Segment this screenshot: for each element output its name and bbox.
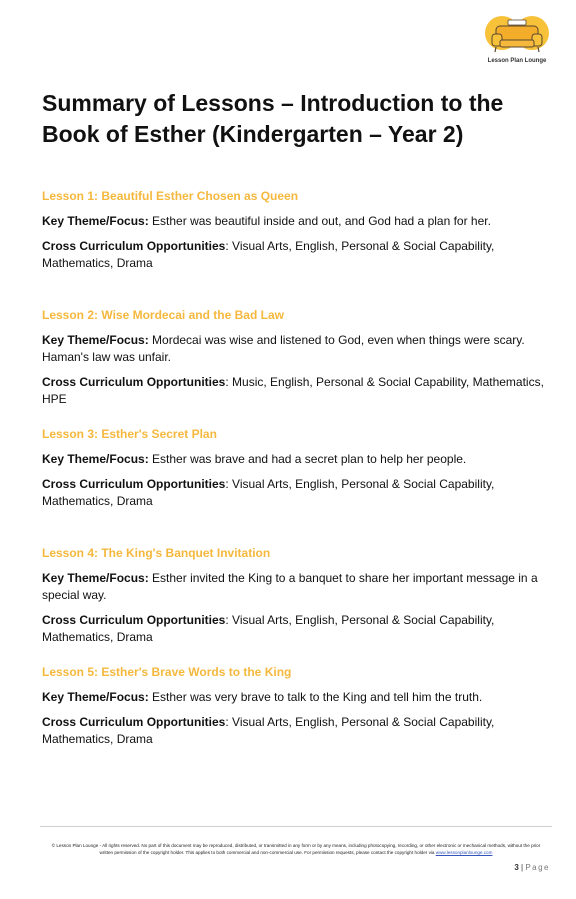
cross-curriculum-label: Cross Curriculum Opportunities [42, 715, 226, 729]
key-theme-label: Key Theme/Focus: [42, 452, 149, 466]
lesson-item [42, 188, 552, 307]
cross-curriculum-text: : Visual Arts, English, Personal & Social Capability, Mathematics, Drama [42, 613, 495, 644]
cross-curriculum-label: Cross Curriculum Opportunities [42, 477, 226, 491]
lesson-item [42, 307, 552, 426]
cross-curriculum [42, 238, 552, 272]
cross-curriculum-text: : Visual Arts, English, Personal & Social Capability, Mathematics, Drama [42, 477, 495, 508]
page-number [490, 863, 550, 872]
lesson-heading: Lesson 1: Beautiful Esther Chosen as Queen [42, 189, 299, 203]
lesson-item [42, 426, 552, 545]
logo-label: Lesson Plan Lounge [487, 58, 547, 64]
lesson-heading: Lesson 3: Esther's Secret Plan [42, 427, 217, 441]
cross-curriculum-text: : Visual Arts, English, Personal & Social Capability, Mathematics, Drama [42, 239, 495, 270]
key-theme [42, 451, 552, 468]
key-theme [42, 213, 552, 230]
cross-curriculum [42, 374, 552, 408]
key-theme-text: Esther was very brave to talk to the King and tell him the truth. [152, 690, 483, 704]
page-word: Page [525, 863, 550, 872]
cross-curriculum [42, 476, 552, 510]
lesson-item [42, 664, 552, 783]
page-number-value: 3 [514, 863, 519, 872]
cross-curriculum-label: Cross Curriculum Opportunities [42, 375, 226, 389]
cross-curriculum-label: Cross Curriculum Opportunities [42, 239, 226, 253]
website-link[interactable]: www.lessonplanlounge.com [435, 850, 493, 855]
lesson-list [42, 188, 552, 783]
key-theme-text: Esther invited the King to a banquet to share her important message in a special way. [42, 571, 538, 602]
lesson-heading: Lesson 4: The King's Banquet Invitation [42, 546, 271, 560]
cross-curriculum [42, 714, 552, 748]
footer-divider [40, 826, 552, 827]
cross-curriculum-label: Cross Curriculum Opportunities [42, 613, 226, 627]
lesson-plan-lounge-logo [482, 14, 552, 72]
sofa-logo-icon [484, 14, 550, 56]
lesson-heading: Lesson 5: Esther's Brave Words to the King [42, 665, 292, 679]
key-theme-label: Key Theme/Focus: [42, 571, 149, 585]
cross-curriculum [42, 612, 552, 646]
key-theme [42, 332, 552, 366]
key-theme [42, 689, 552, 706]
key-theme-label: Key Theme/Focus: [42, 214, 149, 228]
lesson-heading: Lesson 2: Wise Mordecai and the Bad Law [42, 308, 284, 322]
key-theme-text: Esther was brave and had a secret plan to help her people. [152, 452, 467, 466]
copyright-notice [48, 842, 544, 856]
key-theme-label: Key Theme/Focus: [42, 690, 149, 704]
cross-curriculum-text: : Visual Arts, English, Personal & Social Capability, Mathematics, Drama [42, 715, 495, 746]
cross-curriculum-text: : Music, English, Personal & Social Capability, Mathematics, HPE [42, 375, 544, 406]
lesson-item [42, 545, 552, 664]
page-title: Summary of Lessons – Introduction to the Book of Esther (Kindergarten – Year 2) [42, 90, 504, 147]
key-theme-text: Mordecai was wise and listened to God, even when things were scary. Haman's law was unfair. [42, 333, 525, 364]
copyright-text: © Lesson Plan Lounge - All rights reserved. No part of this document may be reproduced, distributed, or transmitted in any form or by any means, including photocopying, recording, or other electronic or mechanical methods, without the prior written permission of the copyright holder. This applies to both commercial and non-commercial use. For permission requests, please contact the copyright holder via [51, 843, 541, 855]
key-theme [42, 570, 552, 604]
page-separator: | [521, 863, 524, 872]
key-theme-label: Key Theme/Focus: [42, 333, 149, 347]
key-theme-text: Esther was beautiful inside and out, and God had a plan for her. [152, 214, 491, 228]
